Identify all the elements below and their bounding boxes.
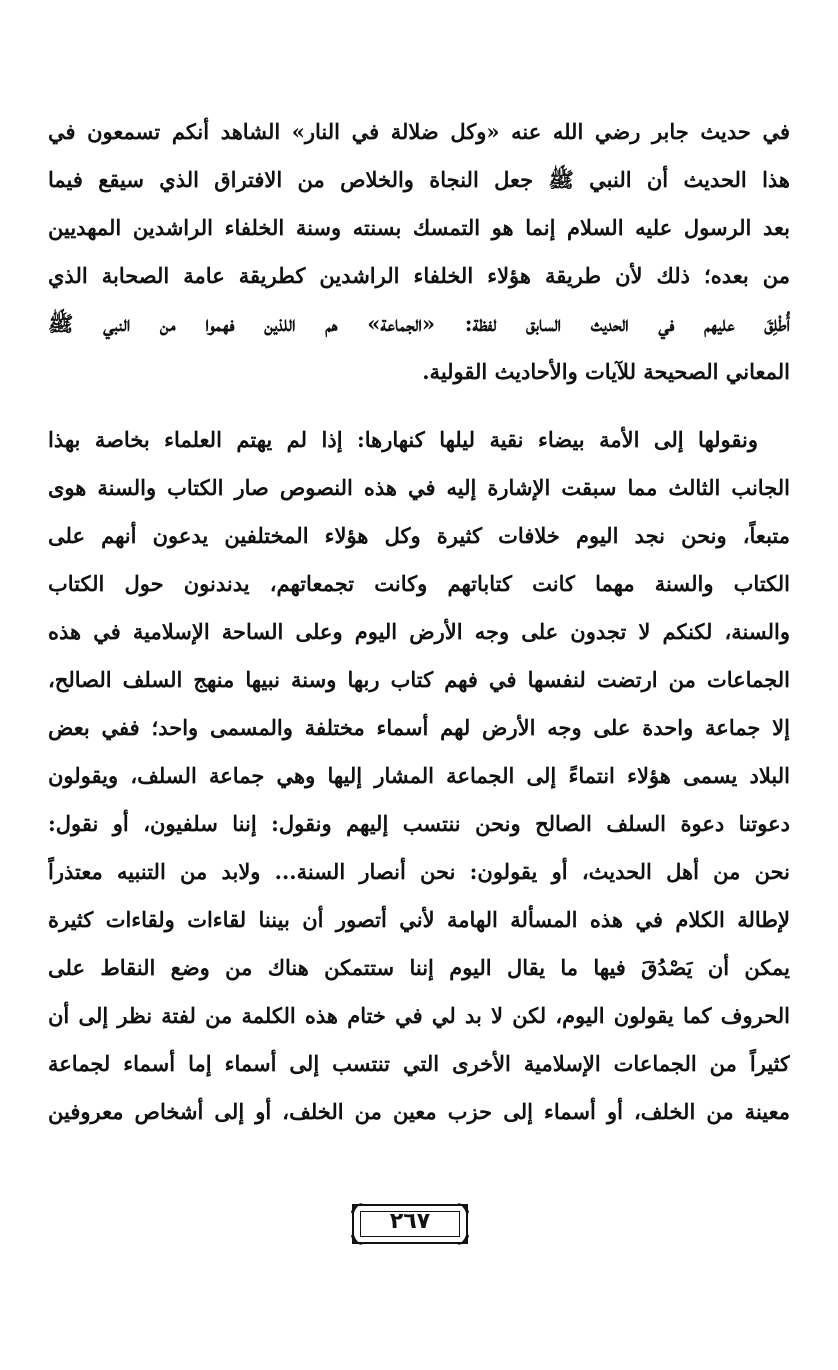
text-line: دعوتنا دعوة السلف الصالح ونحن ننتسب إليهم ونقول: إننا سلفيون، أو نقول:: [48, 811, 790, 836]
text-line: لإطالة الكلام في هذه المسألة الهامة لأني أتصور أن بيننا لقاءات ولقاءات كثيرة: [48, 907, 790, 932]
text-line: بعد الرسول عليه السلام إنما هو التمسك بسنته وسنة الخلفاء الراشدين المهديين: [48, 215, 790, 240]
text-line: ونقولها إلى الأمة بيضاء نقية ليلها كنهارها: إذا لم يهتم العلماء بخاصة بهذا: [48, 427, 758, 452]
text-line: نحن من أهل الحديث، أو يقولون: نحن أنصار السنة... ولابد من التنبيه معتذراً: [48, 859, 790, 884]
text-line: كثيراً من الجماعات الإسلامية الأخرى التي تنتسب إلى أسماء إما أسماء لجماعة: [48, 1051, 790, 1076]
text-line: هذا الحديث أن النبي ﷺ جعل النجاة والخلاص من الافتراق الذي سيقع فيما: [48, 167, 790, 192]
text-line: الجماعات من ارتضت لنفسها في فهم كتاب ربها وسنة نبيها منهج السلف الصالح،: [48, 667, 790, 692]
text-line: أُطْلِقَ عليهم في الحديث السابق لفظة: «الجماعة» هم اللذين فهموا من النبي ﷺ: [48, 311, 790, 336]
text-line: من بعده؛ ذلك لأن طريقة هؤلاء الخلفاء الراشدين كطريقة عامة الصحابة الذي: [48, 263, 790, 288]
text-line: في حديث جابر رضي الله عنه «وكل ضلالة في النار» الشاهد أنكم تسمعون في: [48, 119, 790, 144]
text-line: الحروف كما يقولون اليوم، لكن لا بد لي في ختام هذه الكلمة من لفتة نظر إلى أن: [48, 1003, 790, 1028]
text-line: إلا جماعة واحدة على وجه الأرض لهم أسماء مختلفة والمسمى واحد؛ ففي بعض: [48, 715, 790, 740]
ornament-icon: [456, 1234, 470, 1246]
page-number: ٢٦٧: [389, 1209, 431, 1234]
text-line: يمكن أن يَصْدُقَ فيها ما يقال اليوم إننا ستتمكن هناك من وضع النقاط على: [48, 955, 790, 980]
paragraph-gap: [48, 396, 790, 416]
text-line: متبعاً، ونحن نجد اليوم خلافات كثيرة وكل هؤلاء المختلفين يدعون أنهم على: [48, 523, 790, 548]
ornament-icon: [350, 1234, 364, 1246]
text-line: والسنة، لكنكم لا تجدون على وجه الأرض اليوم وعلى الساحة الإسلامية في هذه: [48, 619, 790, 644]
page-number-frame: [352, 1204, 468, 1244]
text-line: الجانب الثالث مما سبقت الإشارة إليه في هذه النصوص صار الكتاب والسنة هوى: [48, 475, 790, 500]
text-line: البلاد يسمى هؤلاء انتماءً إلى الجماعة المشار إليها وهي جماعة السلف، ويقولون: [48, 763, 790, 788]
text-line: الكتاب والسنة مهما كانت كتاباتهم وكانت تجمعاتهم، يدندنون حول الكتاب: [48, 571, 790, 596]
text-line: المعاني الصحيحة للآيات والأحاديث القولية.: [422, 359, 790, 384]
text-line: معينة من الخلف، أو أسماء إلى حزب معين من الخلف، أو إلى أشخاص معروفين: [48, 1099, 790, 1124]
body-text: [48, 108, 790, 1136]
